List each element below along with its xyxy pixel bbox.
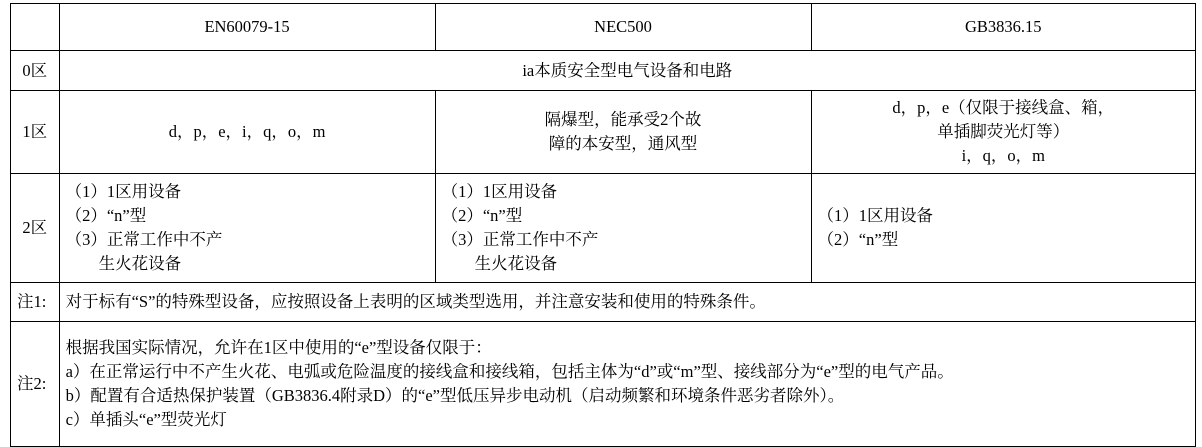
zone1-gb3836-cell [811,91,1195,174]
table-row [11,91,1196,174]
zone2-gb3836-cell [811,174,1195,283]
note-label-1: 注1: [11,283,60,322]
note-body-1: 对于标有“S”的特殊型设备，应按照设备上表明的区域类型选用，并注意安装和使用的特殊条件。 [59,283,1195,322]
text-line: d，p，e（仅限于接线盒、箱， [892,98,1115,118]
zone-label-1: 1区 [11,91,60,174]
text-line: b）配置有合适热保护装置（GB3836.4附录D）的“e”型低压异步电动机（启动频繁和环境条件恶劣者除外）。 [65,386,845,405]
text-line: 生火花设备 [441,253,558,273]
text-line: d，p，e，i，q，o，m [168,122,326,142]
text-line: （2）“n”型 [817,230,899,249]
text-line: c）单插头“e”型荧光灯 [65,409,227,429]
text-line: （2）“n”型 [441,206,523,226]
text-line: i，q，o，m [961,145,1045,165]
text-line: （1）1区用设备 [441,182,558,202]
text-line: （1）1区用设备 [817,206,934,226]
header-col-gb3836-15: GB3836.15 [811,4,1195,51]
header-col-en60079-15: EN60079-15 [59,4,435,51]
text-line: a）在正常运行中不产生火花、电弧或危险温度的接线盒和接线箱，包括主体为“d”或“m”型、接线部分为“e”型的电气产品。 [65,362,954,382]
zone2-nec500-cell [435,174,811,283]
table-row [11,174,1196,283]
text-line: 生火花设备 [65,253,182,273]
zone1-nec500-cell [435,91,811,174]
table-header-row [11,4,1196,51]
header-col-nec500: NEC500 [435,4,811,51]
text-line: （2）“n”型 [65,206,147,226]
note-body-2 [59,322,1195,447]
text-line: 根据我国实际情况，允许在1区中使用的“e”型设备仅限于： [65,338,492,358]
zone-label-0: 0区 [11,51,60,91]
text-line: （3）正常工作中不产 [441,230,599,249]
note-row-1 [11,283,1196,322]
zone1-en60079-cell [59,91,435,174]
text-line: （1）1区用设备 [65,182,182,202]
text-line: （3）正常工作中不产 [65,230,223,249]
text-line: 单插脚荧光灯等） [937,122,1070,142]
zone2-en60079-cell [59,174,435,283]
text-line: 障的本安型，通风型 [548,134,698,153]
zone-label-2: 2区 [11,174,60,283]
note-label-2: 注2: [11,322,60,447]
explosion-protection-zone-table [10,3,1196,447]
text-line: 隔爆型，能承受2个故 [544,110,702,130]
note-row-2 [11,322,1196,447]
table-row [11,51,1196,91]
zone0-combined-cell: ia本质安全型电气设备和电路 [59,51,1195,91]
header-corner-cell [11,4,60,51]
